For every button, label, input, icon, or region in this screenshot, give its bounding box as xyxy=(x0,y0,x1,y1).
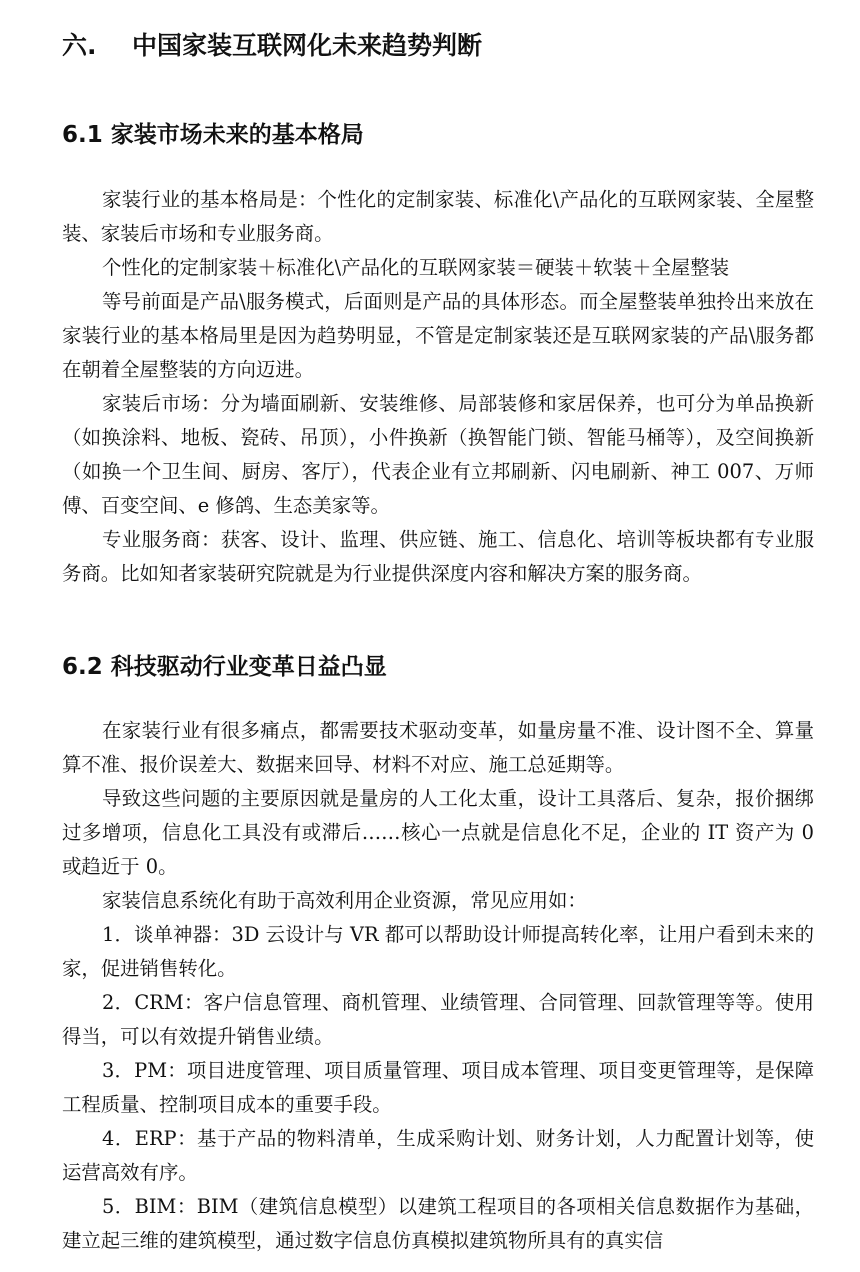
list-item: 4．ERP：基于产品的物料清单，生成采购计划、财务计划，人力配置计划等，使运营高效有序。 xyxy=(62,1127,814,1184)
section-heading-6-2: 6.2 科技驱动行业变革日益凸显 xyxy=(62,654,387,680)
paragraph: 专业服务商：获客、设计、监理、供应链、施工、信息化、培训等板块都有专业服务商。比如知者家装研究院就是为行业提供深度内容和解决方案的服务商。 xyxy=(62,528,814,585)
paragraph: 家装行业的基本格局是：个性化的定制家装、标准化\产品化的互联网家装、全屋整装、家装后市场和专业服务商。 xyxy=(62,188,814,245)
chapter-title: 中国家装互联网化未来趋势判断 xyxy=(132,31,483,60)
paragraph: 家装信息系统化有助于高效利用企业资源，常见应用如： xyxy=(102,889,587,912)
paragraph: 导致这些问题的主要原因就是量房的人工化太重，设计工具落后、复杂，报价捆绑过多增项，信息化工具没有或滞后……核心一点就是信息化不足，企业的 IT 资产为 0 或趋近于 0。 xyxy=(62,787,814,878)
list-item: 5．BIM：BIM（建筑信息模型）以建筑工程项目的各项相关信息数据作为基础，建立起三维的建筑模型，通过数字信息仿真模拟建筑物所具有的真实信 xyxy=(62,1195,814,1252)
paragraph: 等号前面是产品\服务模式，后面则是产品的具体形态。而全屋整装单独拎出来放在家装行业的基本格局里是因为趋势明显，不管是定制家装还是互联网家装的产品\服务都在朝着全屋整装的方向迈进。 xyxy=(62,290,814,381)
chapter-number: 六. xyxy=(62,31,97,60)
paragraph: 在家装行业有很多痛点，都需要技术驱动变革，如量房量不准、设计图不全、算量算不准、报价误差大、数据来回导、材料不对应、施工总延期等。 xyxy=(62,719,814,776)
section-heading-6-1: 6.1 家装市场未来的基本格局 xyxy=(62,122,364,148)
list-item: 3．PM：项目进度管理、项目质量管理、项目成本管理、项目变更管理等，是保障工程质量、控制项目成本的重要手段。 xyxy=(62,1059,814,1116)
paragraph: 家装后市场：分为墙面刷新、安装维修、局部装修和家居保养，也可分为单品换新（如换涂料、地板、瓷砖、吊顶），小件换新（换智能门锁、智能马桶等），及空间换新（如换一个卫生间、厨房、客厅），代表企业有立邦刷新、闪电刷新、神工 007、万师傅、百变空间、e 修鸽、生态美家等。 xyxy=(62,392,814,517)
paragraph: 个性化的定制家装＋标准化\产品化的互联网家装＝硬装＋软装＋全屋整装 xyxy=(102,256,730,279)
list-item: 2．CRM：客户信息管理、商机管理、业绩管理、合同管理、回款管理等等。使用得当，可以有效提升销售业绩。 xyxy=(62,991,814,1048)
list-item: 1．谈单神器：3D 云设计与 VR 都可以帮助设计师提高转化率，让用户看到未来的家，促进销售转化。 xyxy=(62,923,814,980)
chapter-heading xyxy=(62,28,482,64)
